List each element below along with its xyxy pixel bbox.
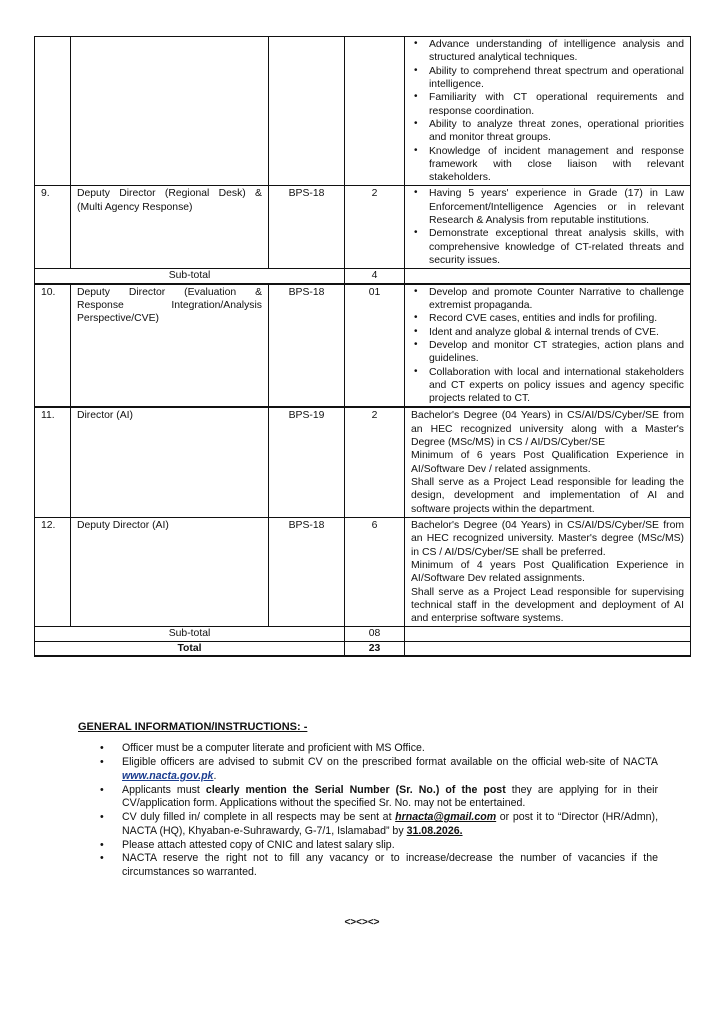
subtotal-label: Sub-total (35, 269, 345, 284)
subtotal-value: 08 (345, 627, 405, 641)
table-row (35, 284, 691, 408)
instruction-item (78, 811, 658, 839)
instruction-text: Eligible officers are advised to submit CV on the prescribed format available on the official web-site of NACTA (122, 756, 658, 769)
bps: BPS-18 (269, 186, 345, 269)
empty-cell (405, 627, 691, 641)
bps: BPS-19 (269, 407, 345, 517)
email-link[interactable]: hrnacta@gmail.com (395, 811, 497, 824)
post-name: Director (AI) (71, 407, 269, 517)
instruction-text: CV duly filled in/ complete in all respects may be sent at (122, 811, 396, 824)
post-name (71, 37, 269, 186)
general-information (78, 720, 658, 880)
qualification-item: • Demonstrate exceptional threat analysis skills, with comprehensive knowledge of CT-related threats and security issues. (411, 227, 684, 267)
instructions-list (78, 742, 658, 880)
instruction-text: . (213, 769, 217, 782)
qualification-item: • Having 5 years' experience in Grade (17) in Law Enforcement/Intelligence Agencies or in relevant Research & Analysis from reputable institutions. (411, 187, 684, 227)
instruction-item (78, 784, 658, 812)
general-information-title: GENERAL INFORMATION/INSTRUCTIONS: - (78, 721, 308, 733)
total-row (35, 641, 691, 656)
qualification-para: Shall serve as a Project Lead responsible for supervising technical staff in the development and deployment of AI and enterprise software systems. (411, 586, 684, 625)
qualification-item: • Record CVE cases, entities and indls for profiling. (411, 312, 684, 325)
total-value: 23 (345, 641, 405, 656)
post-name: Deputy Director (Regional Desk) & (Multi Agency Response) (71, 186, 269, 269)
qualification-para: Bachelor's Degree (04 Years) in CS/AI/DS/Cyber/SE from an HEC recognized university. Master's degree (MSc/MS) in CS / AI/DS/Cyber/SE shall be preferred. (411, 519, 684, 558)
post-count: 01 (345, 284, 405, 408)
post-name: Deputy Director (Evaluation & Response Integration/Analysis Perspective/CVE) (71, 284, 269, 408)
qualification-item: • Advance understanding of intelligence analysis and structured analytical techniques. (411, 38, 684, 65)
post-count (345, 37, 405, 186)
post-count: 2 (345, 407, 405, 517)
qualification-para: Shall serve as a Project Lead responsible for leading the design, development and implementation of AI and software projects within the department. (411, 477, 684, 515)
instruction-text: Applicants must (122, 783, 206, 796)
sr-no: 10. (35, 284, 71, 408)
qualification-item: • Develop and promote Counter Narrative to challenge extremist propaganda. (411, 286, 684, 313)
total-label: Total (35, 641, 345, 656)
table-row (35, 37, 691, 186)
subtotal-row (35, 269, 691, 284)
table-row (35, 517, 691, 627)
qualification-item: • Ability to comprehend threat spectrum and operational intelligence. (411, 65, 684, 92)
qualification-cell (405, 517, 691, 627)
bps (269, 37, 345, 186)
instruction-text: they are applying for in their CV/application form. Applications without the specified Sr. No. may not be entertained. (122, 783, 658, 810)
instruction-text: or post it to “Director (HR/Admn), NACTA (HQ), Khyaban-e-Suhrawardy, G-7/1, Islamabad” by (122, 811, 659, 837)
instruction-item: • NACTA reserve the right not to fill any vacancy or to increase/decrease the number of vacancies if the circumstances so warranted. (78, 852, 658, 880)
subtotal-row (35, 627, 691, 641)
qualification-para: Minimum of 6 years Post Qualification Experience in AI/Software Dev / related assignments. (411, 450, 684, 475)
instruction-item: • Please attach attested copy of CNIC and latest salary slip. (78, 839, 658, 853)
qualification-item: • Develop and monitor CT strategies, action plans and guidelines. (411, 339, 684, 366)
sr-no: 9. (35, 186, 71, 269)
qualification-cell (405, 284, 691, 408)
qualification-item: • Ident and analyze global & internal trends of CVE. (411, 326, 684, 339)
qualification-cell (405, 407, 691, 517)
empty-cell (405, 269, 691, 284)
table-row (35, 186, 691, 269)
subtotal-value: 4 (345, 269, 405, 284)
website-link[interactable]: www.nacta.gov.pk (122, 769, 214, 782)
qualification-item: • Familiarity with CT operational requirements and response coordination. (411, 91, 684, 118)
qualification-item: • Collaboration with local and international stakeholders and CT experts on policy issues and agency specific projects related to CT. (411, 366, 684, 406)
post-count: 6 (345, 517, 405, 627)
vacancy-table (34, 36, 691, 657)
table-row (35, 407, 691, 517)
instruction-emphasis: clearly mention the Serial Number (Sr. No.) of the post (205, 783, 506, 796)
bps: BPS-18 (269, 284, 345, 408)
post-name: Deputy Director (AI) (71, 517, 269, 627)
qualification-cell (405, 186, 691, 269)
sr-no: 12. (35, 517, 71, 627)
post-count: 2 (345, 186, 405, 269)
instruction-item (78, 756, 658, 784)
qualification-item: • Knowledge of incident management and response framework with close liaison with relevant stakeholders. (411, 145, 684, 185)
qualification-cell (405, 37, 691, 186)
instruction-item: • Officer must be a computer literate and proficient with MS Office. (78, 742, 658, 756)
bps: BPS-18 (269, 517, 345, 627)
deadline-date: 31.08.2026. (406, 824, 463, 837)
qualification-para: Minimum of 4 years Post Qualification Experience in AI/Software Dev related assignments. (411, 559, 684, 585)
end-mark: <><><> (344, 917, 380, 928)
sr-no (35, 37, 71, 186)
subtotal-label: Sub-total (35, 627, 345, 641)
qualification-item: • Ability to analyze threat zones, operational priorities and monitor threat groups. (411, 118, 684, 145)
qualification-para: Bachelor's Degree (04 Years) in CS/AI/DS/Cyber/SE from an HEC recognized university along with a Master's Degree (MSc/MS) in CS / AI/DS/Cyber/SE (411, 410, 684, 449)
empty-cell (405, 641, 691, 656)
sr-no: 11. (35, 407, 71, 517)
